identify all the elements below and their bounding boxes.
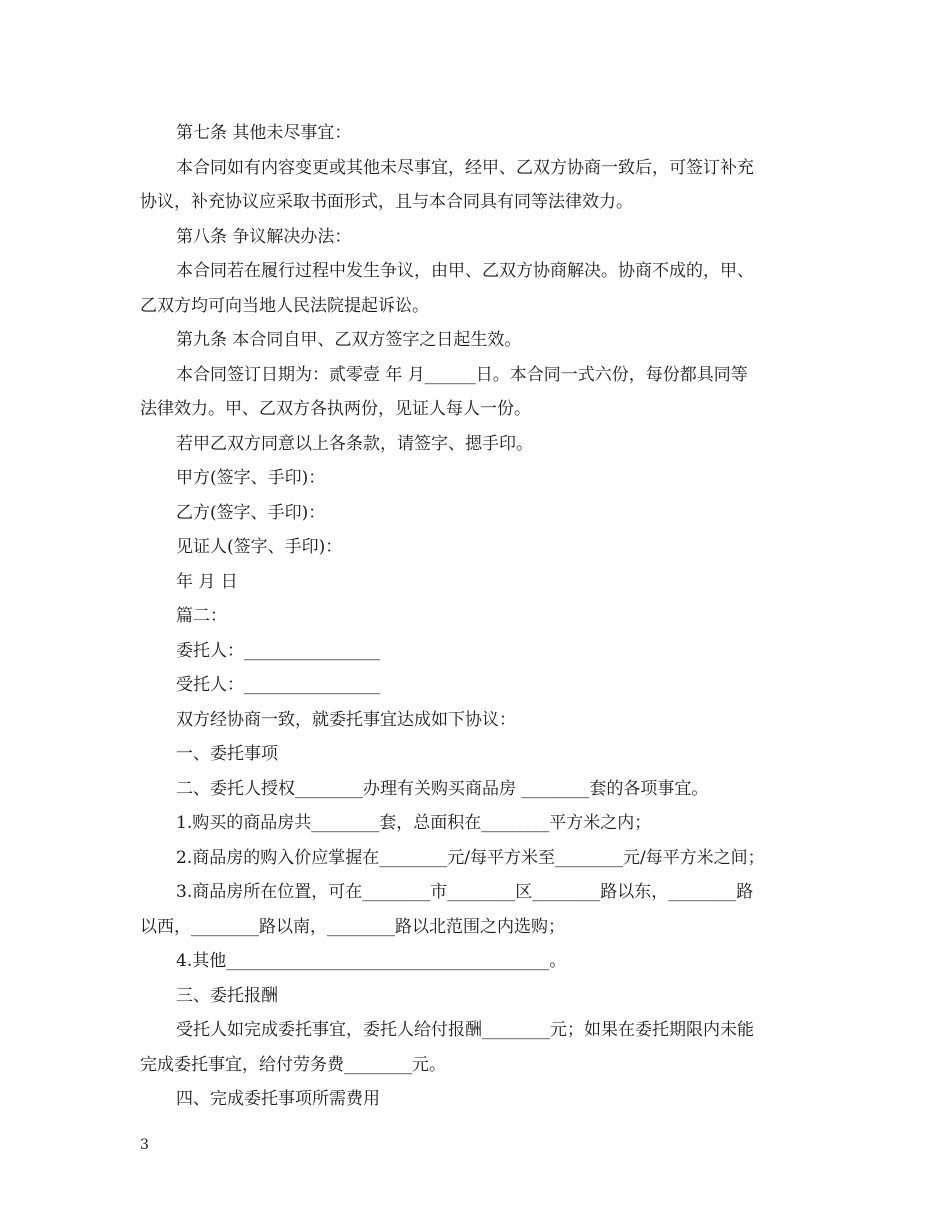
paragraph-line: 本合同签订日期为：贰零壹 年 月______日。本合同一式六份，每份都具同等 [176, 364, 748, 385]
article-8-heading: 第八条 争议解决办法： [176, 226, 352, 247]
witness-signature-line: 见证人(签字、手印)： [176, 537, 343, 557]
agent-line: 受托人：________________ [176, 675, 380, 695]
principal-line: 委托人：________________ [176, 640, 380, 661]
list-item: 4.其他______________________________________。 [176, 951, 567, 971]
paragraph-line: 乙双方均可向当地人民法院提起诉讼。 [140, 295, 429, 316]
paragraph-line: 法律效力。甲、乙双方各执两份，见证人每人一份。 [140, 399, 531, 419]
article-7-heading: 第七条 其他未尽事宜： [176, 123, 352, 143]
clause-heading: 三、委托报酬 [176, 985, 278, 1006]
paragraph-line: 以西，________路以南，________路以北范围之内选购； [140, 916, 565, 937]
paragraph-line: 完成委托事宜，给付劳务费________元。 [140, 1054, 446, 1075]
list-item: 1.购买的商品房共________套，总面积在________平方米之内； [176, 813, 652, 833]
article-9-heading: 第九条 本合同自甲、乙双方签字之日起生效。 [176, 330, 522, 350]
paragraph-line: 协议，补充协议应采取书面形式，且与本合同具有同等法律效力。 [140, 192, 633, 212]
party-a-signature-line: 甲方(签字、手印)： [176, 468, 326, 488]
list-item: 2.商品房的购入价应掌握在________元/每平方米至________元/每平方米之间； [176, 847, 765, 868]
clause-heading: 四、完成委托事项所需费用 [176, 1089, 380, 1109]
clause-heading: 一、委托事项 [176, 744, 278, 764]
document-body [140, 116, 820, 1117]
party-b-signature-line: 乙方(签字、手印)： [176, 502, 326, 523]
page-number: 3 [140, 1137, 149, 1153]
list-item: 3.商品房所在位置，可在________市________区________路以东，________路 [176, 882, 754, 902]
paragraph-line: 若甲乙双方同意以上各条款，请签字、摁手印。 [176, 433, 533, 454]
date-line: 年 月 日 [176, 571, 238, 592]
paragraph-line: 双方经协商一致，就委托事宜达成如下协议： [176, 709, 516, 730]
paragraph-line: 受托人如完成委托事宜，委托人给付报酬________元；如果在委托期限内未能 [176, 1020, 754, 1040]
paragraph-line: 本合同如有内容变更或其他未尽事宜，经甲、乙双方协商一致后，可签订补充 [176, 157, 754, 178]
paragraph-line: 二、委托人授权________办理有关购买商品房 ________套的各项事宜。 [176, 778, 709, 799]
paragraph-line: 本合同若在履行过程中发生争议，由甲、乙双方协商解决。协商不成的，甲、 [176, 261, 754, 281]
section-heading: 篇二： [176, 606, 227, 626]
